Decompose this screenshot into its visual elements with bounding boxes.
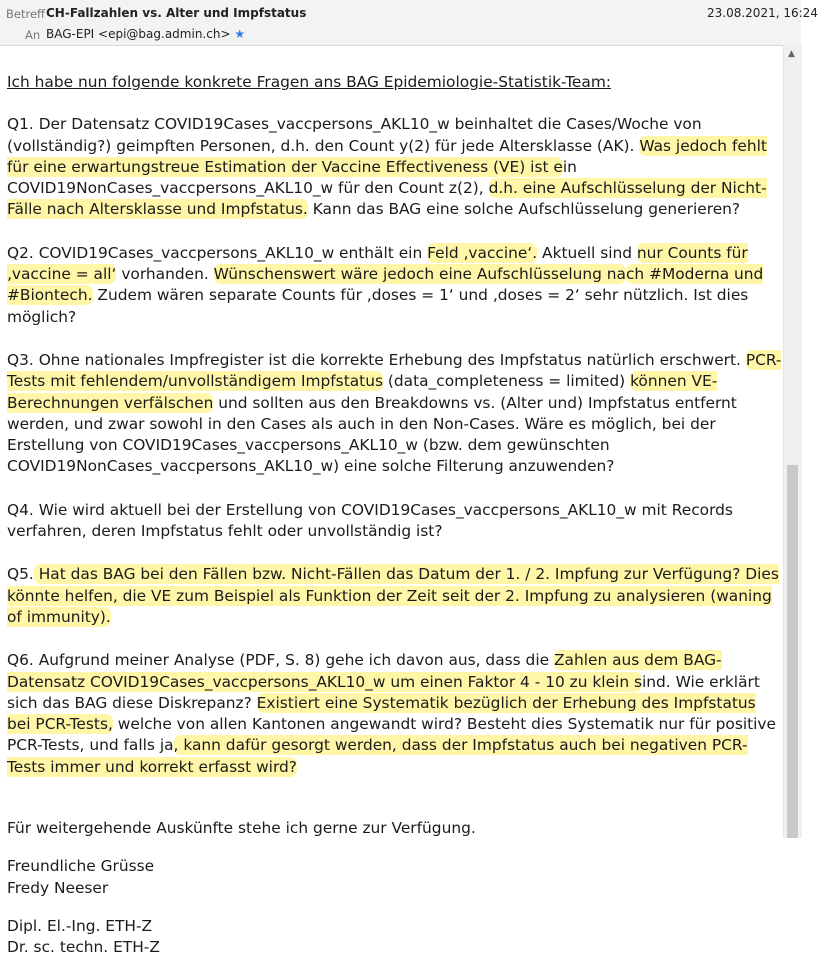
q2-text-3: vorhanden. (116, 265, 214, 284)
q6-highlight-1: Zahlen aus dem BAG-Datensatz COVID19Cases_vaccpersons_AKL10_w um einen Faktor 4 - 10 zu klein s (7, 651, 722, 691)
q3-highlight-2: können VE-Berechnungen verfälschen (7, 372, 718, 412)
question-3 (7, 350, 782, 478)
q6-text: Q6. Aufgrund meiner Analyse (PDF, S. 8) gehe ich davon aus, dass die (7, 651, 554, 670)
subject-label: Betreff (6, 7, 45, 21)
q1-highlight-1: Was jedoch fehlt für eine erwartungstreue Estimation der Vaccine Effectiveness (VE) ist e (7, 136, 767, 176)
question-1 (7, 114, 782, 220)
q3-text-3: und sollten aus den Breakdowns vs. (Alter und) Impfstatus entfernt werden, und zwar sowohl in den Cases als auch in den Non-Cases. Wäre es möglich, bei der Erstellung von COVID19Cases_vaccpersons_AKL10_w (bzw. dem gewünschten COVID19NonCases_vaccpersons_AKL10_w) eine solche Filterung anzuwenden? (7, 393, 737, 476)
q2-text-2: Aktuell sind (537, 243, 637, 262)
q3-text-2: (data_completeness = limited) (382, 372, 631, 391)
intro-text: Ich habe nun folgende konkrete Fragen ans BAG Epidemiologie-Statistik-Team: (7, 73, 612, 91)
email-header (0, 0, 818, 46)
q3-highlight-1: PCR-Tests mit fehlendem/unvollständigem Impfstatus (7, 350, 782, 391)
q6-highlight-2: Existiert eine Systematik bezüglich der Erhebung des Impfstatus bei PCR-Tests, (7, 693, 756, 734)
q6-text-2: ind. Wie erklärt sich das BAG diese Diskrepanz? (7, 672, 760, 712)
scrollbar-thumb[interactable] (787, 465, 798, 838)
recipient-address[interactable]: BAG-EPI <epi@bag.admin.ch> (46, 27, 231, 41)
question-4: Q4. Wie wird aktuell bei der Erstellung von COVID19Cases_vaccpersons_AKL10_w mit Records verfahren, deren Impfstatus fehlt oder unvollständig ist? (7, 500, 733, 541)
closing-text: Für weitergehende Auskünfte stehe ich gerne zur Verfügung. (7, 819, 476, 838)
q5-highlight: Hat das BAG bei den Fällen bzw. Nicht-Fällen das Datum der 1. / 2. Impfung zur Verfügung? Dies könnte helfen, die VE zum Beispiel als Funktion der Zeit seit der 2. Impfung zu analysieren (waning of immunity). (7, 565, 779, 626)
q1-highlight-2: d.h. eine Aufschlüsselung der Nicht-Fälle nach Altersklasse und Impfstatus. (7, 179, 767, 219)
question-5 (7, 564, 782, 628)
q3-text: Q3. Ohne nationales Impfregister ist die korrekte Erhebung des Impfstatus natürlich erschwert. (7, 350, 746, 369)
q6-highlight-3: , kann dafür gesorgt werden, dass der Impfstatus auch bei negativen PCR-Tests immer und korrekt erfasst wird? (7, 736, 748, 776)
q2-highlight-1: Feld ‚vaccine‘. (427, 243, 538, 262)
question-6 (7, 650, 782, 778)
question-2 (7, 243, 782, 328)
vertical-scrollbar[interactable] (783, 45, 802, 838)
q1-text: Q1. Der Datensatz COVID19Cases_vaccpersons_AKL10_w beinhaltet die Cases/Woche von (vollständig?) geimpften Personen, d.h. den Count y(2) für jede Altersklasse (AK). (7, 115, 702, 155)
q2-highlight-2: nur Counts für ‚vaccine = all‘ (7, 243, 748, 284)
email-subject: CH-Fallzahlen vs. Alter und Impfstatus (46, 6, 307, 20)
email-date: 23.08.2021, 16:24 (707, 6, 818, 20)
sender-name: Fredy Neeser (7, 878, 109, 897)
q2-text: Q2. COVID19Cases_vaccpersons_AKL10_w enthält ein (7, 243, 428, 262)
scroll-up-icon[interactable]: ▲ (788, 49, 795, 59)
q1-text-2: in COVID19NonCases_vaccpersons_AKL10_w für den Count z(2), (7, 157, 577, 198)
q5-text: Q5. (7, 565, 34, 584)
q1-text-3: Kann das BAG eine solche Aufschlüsselung generieren? (307, 200, 741, 219)
email-body (7, 45, 782, 959)
q6-text-3: welche von allen Kantonen angewandt wird? Besteht dies Systematik nur für positive PCR-Tests, und falls ja (7, 715, 777, 755)
q2-highlight-4: ch #Moderna und #Biontech. (7, 265, 764, 305)
recipient[interactable] (46, 27, 245, 41)
q2-highlight-3: Wünschenswert wäre jedoch eine Aufschlüsselung na (213, 265, 626, 284)
greeting: Freundliche Grüsse (7, 857, 155, 876)
sender-title-2: Dr. sc. techn. ETH-Z (7, 938, 160, 957)
to-label: An (25, 28, 41, 42)
sender-title-1: Dipl. El.-Ing. ETH-Z (7, 916, 153, 935)
q2-text-4: Zudem wären separate Counts für ‚doses = 1‘ und ‚doses = 2‘ sehr nützlich. Ist dies möglich? (7, 286, 749, 326)
star-icon[interactable]: ★ (234, 27, 246, 41)
